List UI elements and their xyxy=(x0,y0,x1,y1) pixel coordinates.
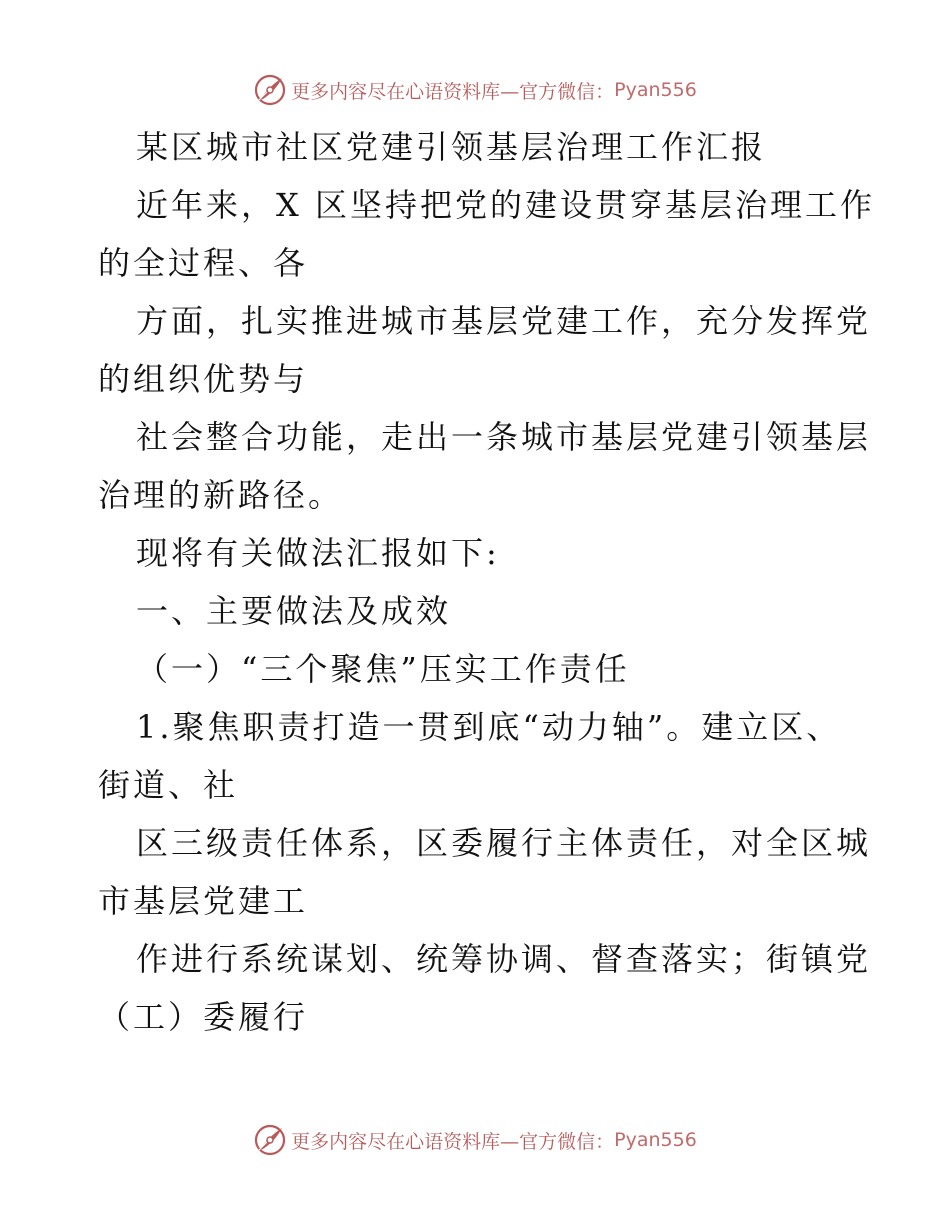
watermark-text: 更多内容尽在心语资料库—官方微信： xyxy=(291,1130,615,1153)
paragraph-line: 现将有关做法汇报如下: xyxy=(136,534,500,572)
document-title: 某区城市社区党建引领基层治理工作汇报 xyxy=(136,128,767,166)
watermark-wechat-id: Pyan556 xyxy=(614,1129,697,1151)
footer-watermark xyxy=(0,1120,950,1160)
paragraph-line: 作进行系统谋划、统筹协调、督查落实；街镇党 xyxy=(136,940,872,978)
paragraph-line: 治理的新路径。 xyxy=(98,476,344,514)
watermark-wechat-id: Pyan556 xyxy=(614,79,697,101)
paragraph-line: 街道、社 xyxy=(98,766,239,804)
quill-pen-logo-icon xyxy=(253,1123,287,1157)
watermark-text: 更多内容尽在心语资料库—官方微信： xyxy=(291,80,615,103)
paragraph-line: 区三级责任体系，区委履行主体责任，对全区城 xyxy=(136,824,872,862)
quill-pen-logo-icon xyxy=(253,73,287,107)
paragraph-line: 近年来，X 区坚持把党的建设贯穿基层治理工作 xyxy=(136,186,875,224)
document-body xyxy=(98,118,875,1046)
header-watermark xyxy=(0,70,950,110)
paragraph-line: 的组织优势与 xyxy=(98,360,309,398)
subsection-heading: （一）“三个聚焦”压实工作责任 xyxy=(136,650,630,688)
paragraph-line: 社会整合功能，走出一条城市基层党建引领基层 xyxy=(136,418,872,456)
paragraph-line: （工）委履行 xyxy=(98,998,309,1036)
paragraph-line: 1.聚焦职责打造一贯到底“动力轴”。建立区、 xyxy=(136,708,842,746)
paragraph-line: 方面，扎实推进城市基层党建工作，充分发挥党 xyxy=(136,302,872,340)
paragraph-line: 市基层党建工 xyxy=(98,882,309,920)
section-heading: 一、主要做法及成效 xyxy=(136,592,452,630)
paragraph-line: 的全过程、各 xyxy=(98,244,309,282)
